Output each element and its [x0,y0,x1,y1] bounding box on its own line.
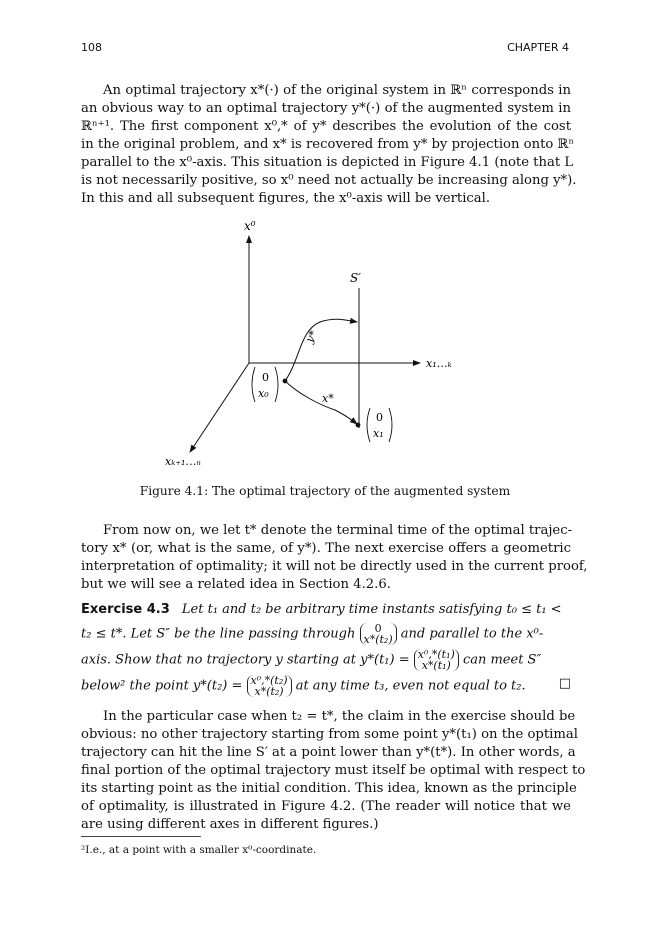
exercise-text: at any time t₃, even not equal to t₂. [295,678,526,694]
text-line: In the particular case when t₂ = t*, the claim in the exercise should be [103,709,576,724]
matrix-vector [414,649,459,671]
text-line: but we will see a related idea in Section 4.2.6. [81,577,391,592]
exercise-block [81,601,571,697]
paragraph-principle [81,708,586,834]
matrix-vector [247,675,292,697]
matrix-entry: x*(t₂) [363,633,393,646]
text-line: parallel to the x⁰-axis. This situation is depicted in Figure 4.1 (note that L [81,155,574,170]
chapter-label: CHAPTER 4 [507,41,569,54]
matrix-vector [360,623,397,645]
start-point [283,379,288,384]
paragraph-intro [81,82,577,208]
paragraph-terminal-time [81,522,588,594]
matrix-entry: x⁰,*(t₁) [417,648,455,661]
s-prime-label: S′ [350,271,361,285]
matrix-entry: x*(t₁) [421,659,451,672]
end-point [356,423,361,428]
exercise-text: Let t₁ and t₂ be arbitrary time instants satisfying t₀ ≤ t₁ < [181,602,562,617]
exercise-text: t₂ ≤ t*. Let S″ be the line passing through [81,626,356,642]
exercise-line [81,649,571,671]
start-vector-bottom: x₀ [258,387,269,400]
exercise-line [81,675,571,697]
text-line: An optimal trajectory x*(·) of the original system in ℝⁿ corresponds in [103,83,571,98]
text-line: tory x* (or, what is the same, of y*). The next exercise offers a geometric [81,541,571,556]
matrix-entry: x*(t₂) [254,685,284,698]
x1k-axis-label: x₁…ₖ [426,357,452,370]
text-line: interpretation of optimality; it will not be directly used in the current proof, [81,559,588,574]
text-line: of optimality, is illustrated in Figure 4.2. (The reader will notice that we [81,799,571,814]
start-vector-right-paren [275,367,278,402]
matrix-entry: 0 [374,622,382,635]
exercise-text: axis. Show that no trajectory y starting at y*(t₁) = [81,652,410,668]
end-vector-left-paren [367,408,370,442]
x-star-curve [285,381,357,424]
page-number: 108 [81,41,102,54]
y-star-label: y* [302,328,320,345]
text-line: ℝⁿ⁺¹. The first component x⁰,* of y* describes the evolution of the cost [81,119,571,134]
x-star-label: x* [322,392,334,405]
text-line: obvious: no other trajectory starting from some point y*(t₁) on the optimal [81,727,578,742]
matrix-entry: x⁰,*(t₂) [250,674,288,687]
footnote-rule [81,836,201,837]
end-vector-right-paren [389,408,392,442]
figure-caption: Figure 4.1: The optimal trajectory of the augmented system [139,484,511,498]
text-line: From now on, we let t* denote the terminal time of the optimal trajec- [103,523,573,538]
start-vector-top: 0 [262,371,269,384]
text-line: its starting point as the initial condition. This idea, known as the principle [81,781,577,796]
y-star-curve [285,319,357,381]
text-line: in the original problem, and x* is recovered from y* by projection onto ℝⁿ [81,137,575,152]
text-line: trajectory can hit the line S′ at a point lower than y*(t*). In other words, a [81,745,576,760]
text-line: an obvious way to an optimal trajectory y*(·) of the augmented system in [81,101,571,116]
text-line: are using different axes in different figures.) [81,817,379,832]
xkn-axis-label: xₖ₊₁…ₙ [165,455,201,468]
text-line: In this and all subsequent figures, the x⁰-axis will be vertical. [81,191,491,206]
exercise-text: below² the point y*(t₂) = [81,678,243,694]
footnote: ²I.e., at a point with a smaller x⁰-coordinate. [81,844,317,856]
qed-symbol: □ [558,676,571,691]
exercise-line [81,623,571,645]
end-vector-bottom: x₁ [373,427,384,440]
figure-trajectory-diagram [0,210,650,475]
exercise-text: and parallel to the x⁰- [400,626,544,642]
text-line: final portion of the optimal trajectory must itself be optimal with respect to [81,763,586,778]
x0-axis-label: x⁰ [244,219,256,233]
xkn-axis [190,363,249,452]
exercise-text: can meet S″ [462,652,542,668]
end-vector-top: 0 [376,411,383,424]
exercise-title: Exercise 4.3 [81,602,170,617]
start-vector-left-paren [252,367,255,402]
exercise-line [81,601,571,619]
text-line: is not necessarily positive, so x⁰ need not actually be increasing along y*). [81,173,577,188]
